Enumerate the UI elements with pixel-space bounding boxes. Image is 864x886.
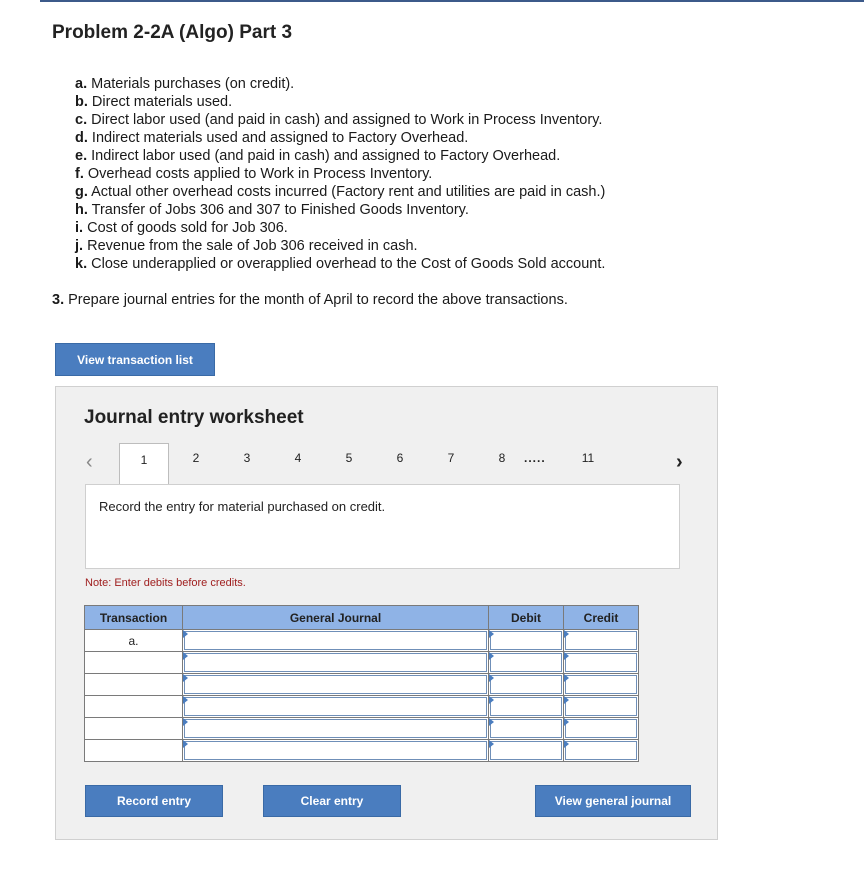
credit-input[interactable] <box>564 740 639 762</box>
dropdown-marker-icon <box>183 652 188 660</box>
chevron-left-icon[interactable]: ‹ <box>86 451 93 473</box>
page-tab-7[interactable]: 7 <box>447 451 455 465</box>
debit-input[interactable] <box>489 718 564 740</box>
dropdown-marker-icon <box>183 630 188 638</box>
page-ellipsis: ..... <box>524 451 546 465</box>
debit-input[interactable] <box>489 630 564 652</box>
transaction-cell <box>85 740 183 762</box>
general-journal-input[interactable] <box>183 652 489 674</box>
column-header-debit: Debit <box>489 606 564 630</box>
dropdown-marker-icon <box>183 674 188 682</box>
credit-input[interactable] <box>564 630 639 652</box>
requirement-item: c. Direct labor used (and paid in cash) and assigned to Work in Process Inventory. <box>75 112 603 128</box>
debit-input[interactable] <box>489 740 564 762</box>
transaction-cell <box>85 652 183 674</box>
requirement-item: j. Revenue from the sale of Job 306 received in cash. <box>75 238 418 254</box>
table-row <box>85 652 639 674</box>
table-row <box>85 718 639 740</box>
general-journal-input[interactable] <box>183 696 489 718</box>
dropdown-marker-icon <box>183 740 188 748</box>
view-transaction-list-button[interactable]: View transaction list <box>55 343 215 376</box>
dropdown-marker-icon <box>183 718 188 726</box>
input-marker-icon <box>564 718 569 726</box>
transaction-cell: a. <box>85 630 183 652</box>
problem-title: Problem 2-2A (Algo) Part 3 <box>52 22 293 43</box>
instruction-text: 3. Prepare journal entries for the month of April to record the above transactions. <box>52 292 568 308</box>
credit-input[interactable] <box>564 652 639 674</box>
requirement-item: b. Direct materials used. <box>75 94 233 110</box>
page-tab-8[interactable]: 8 <box>498 451 506 465</box>
column-header-credit: Credit <box>564 606 639 630</box>
page-tab-11[interactable]: 11 <box>581 451 595 465</box>
journal-table <box>84 605 639 762</box>
worksheet-title: Journal entry worksheet <box>84 407 304 428</box>
transaction-cell <box>85 718 183 740</box>
input-marker-icon <box>564 740 569 748</box>
entry-prompt-box <box>85 484 680 569</box>
debit-input[interactable] <box>489 696 564 718</box>
input-marker-icon <box>489 674 494 682</box>
credit-input[interactable] <box>564 674 639 696</box>
general-journal-input[interactable] <box>183 674 489 696</box>
record-entry-button[interactable]: Record entry <box>85 785 223 817</box>
credit-input[interactable] <box>564 696 639 718</box>
worksheet-pager <box>56 443 719 479</box>
requirement-item: e. Indirect labor used (and paid in cash) and assigned to Factory Overhead. <box>75 148 561 164</box>
page-tab-1[interactable]: 1 <box>119 443 169 485</box>
table-row <box>85 674 639 696</box>
column-header-general-journal: General Journal <box>183 606 489 630</box>
debit-input[interactable] <box>489 674 564 696</box>
table-row <box>85 630 639 652</box>
transaction-cell <box>85 674 183 696</box>
requirement-item: i. Cost of goods sold for Job 306. <box>75 220 288 236</box>
input-marker-icon <box>489 630 494 638</box>
input-marker-icon <box>564 696 569 704</box>
transaction-cell <box>85 696 183 718</box>
requirement-item: h. Transfer of Jobs 306 and 307 to Finished Goods Inventory. <box>75 202 469 218</box>
credit-input[interactable] <box>564 718 639 740</box>
table-row <box>85 740 639 762</box>
page-tab-4[interactable]: 4 <box>294 451 302 465</box>
general-journal-input[interactable] <box>183 740 489 762</box>
clear-entry-button[interactable]: Clear entry <box>263 785 401 817</box>
requirement-item: d. Indirect materials used and assigned to Factory Overhead. <box>75 130 469 146</box>
note-text: Note: Enter debits before credits. <box>85 577 246 589</box>
chevron-right-icon[interactable]: › <box>676 451 683 473</box>
page-tab-3[interactable]: 3 <box>243 451 251 465</box>
general-journal-input[interactable] <box>183 718 489 740</box>
input-marker-icon <box>564 674 569 682</box>
input-marker-icon <box>489 718 494 726</box>
dropdown-marker-icon <box>183 696 188 704</box>
table-row <box>85 696 639 718</box>
page-tab-2[interactable]: 2 <box>192 451 200 465</box>
general-journal-input[interactable] <box>183 630 489 652</box>
requirement-item: f. Overhead costs applied to Work in Process Inventory. <box>75 166 433 182</box>
view-general-journal-button[interactable]: View general journal <box>535 785 691 817</box>
requirement-item: g. Actual other overhead costs incurred (Factory rent and utilities are paid in cash.) <box>75 184 606 200</box>
column-header-transaction: Transaction <box>85 606 183 630</box>
journal-entry-worksheet <box>55 386 718 840</box>
debit-input[interactable] <box>489 652 564 674</box>
input-marker-icon <box>564 652 569 660</box>
top-border <box>40 0 864 2</box>
entry-prompt: Record the entry for material purchased on credit. <box>99 499 386 514</box>
input-marker-icon <box>489 652 494 660</box>
input-marker-icon <box>489 696 494 704</box>
input-marker-icon <box>564 630 569 638</box>
requirement-item: a. Materials purchases (on credit). <box>75 76 295 92</box>
requirements-list <box>75 75 605 273</box>
input-marker-icon <box>489 740 494 748</box>
requirement-item: k. Close underapplied or overapplied overhead to the Cost of Goods Sold account. <box>75 256 606 272</box>
page-tab-6[interactable]: 6 <box>396 451 404 465</box>
page-tab-5[interactable]: 5 <box>345 451 353 465</box>
